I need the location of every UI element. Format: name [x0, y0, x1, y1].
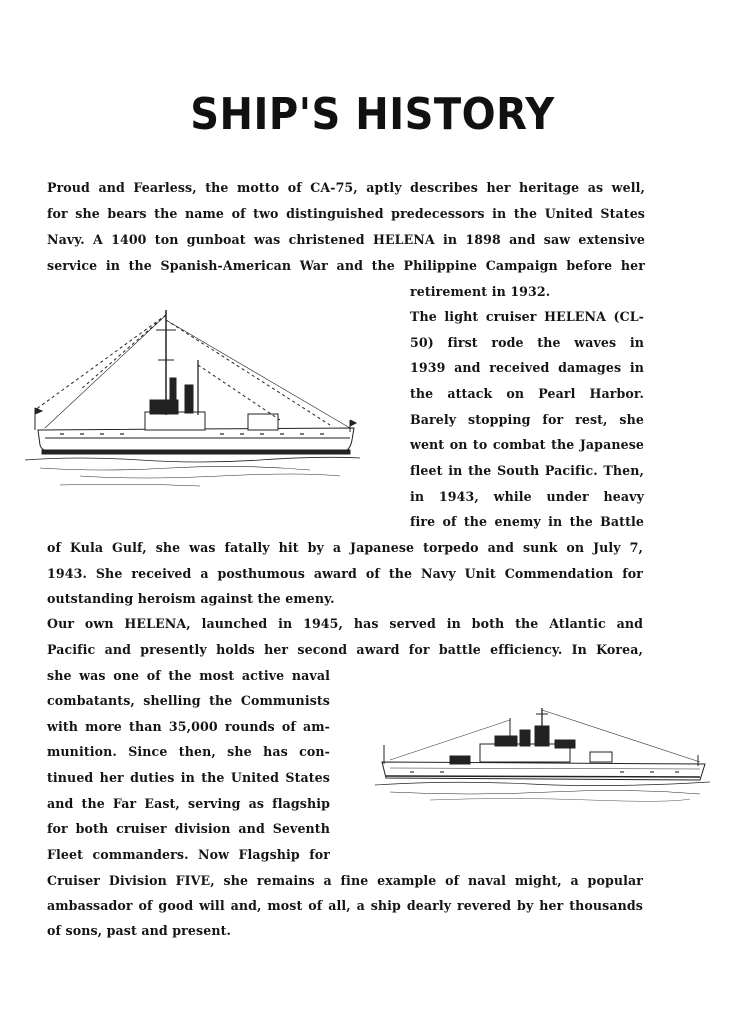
text-line: The light cruiser HELENA (CL- [410, 309, 644, 324]
text-line: outstanding heroism against the emeny. [47, 591, 335, 606]
text-line: tinued her duties in the United States [47, 770, 330, 785]
text-line: munition. Since then, she has con- [47, 744, 330, 759]
text-line: service in the Spanish-American War and the Philippine Campaign before her [47, 258, 645, 273]
text-line: 1943. She received a posthumous award of the Navy Unit Commendation for [47, 566, 643, 581]
text-line: and the Far East, serving as flagship [47, 796, 330, 811]
text-line: for both cruiser division and Seventh [47, 821, 330, 836]
text-line: for she bears the name of two distinguished predecessors in the United States [47, 206, 645, 221]
text-line: went on to combat the Japanese [410, 437, 644, 452]
text-line: Cruiser Division FIVE, she remains a fine example of naval might, a popular [47, 873, 643, 888]
gunboat-illustration [20, 300, 375, 500]
text-line: Fleet commanders. Now Flagship for [47, 847, 330, 862]
text-line: with more than 35,000 rounds of am- [47, 719, 330, 734]
text-line: of Kula Gulf, she was fatally hit by a Japanese torpedo and sunk on July 7, [47, 540, 643, 555]
text-line: combatants, shelling the Communists [47, 693, 330, 708]
text-line: fleet in the South Pacific. Then, [410, 463, 644, 478]
text-line: Navy. A 1400 ton gunboat was christened HELENA in 1898 and saw extensive [47, 232, 645, 247]
text-line: ambassador of good will and, most of all, a ship dearly revered by her thousands [47, 898, 643, 913]
text-line: retirement in 1932. [410, 284, 551, 299]
text-line: Proud and Fearless, the motto of CA-75, aptly describes her heritage as well, [47, 180, 645, 195]
text-line: fire of the enemy in the Battle [410, 514, 644, 529]
text-line: Barely stopping for rest, she [410, 412, 644, 427]
cruiser-illustration [370, 700, 720, 810]
text-line: she was one of the most active naval [47, 668, 330, 683]
text-line: 50) first rode the waves in [410, 335, 644, 350]
page-title: SHIP'S HISTORY [190, 90, 555, 140]
text-line: Our own HELENA, launched in 1945, has served in both the Atlantic and [47, 616, 643, 631]
text-line: 1939 and received damages in [410, 360, 644, 375]
text-line: of sons, past and present. [47, 923, 231, 938]
text-line: in 1943, while under heavy [410, 489, 644, 504]
text-line: Pacific and presently holds her second award for battle efficiency. In Korea, [47, 642, 643, 657]
text-line: the attack on Pearl Harbor. [410, 386, 644, 401]
